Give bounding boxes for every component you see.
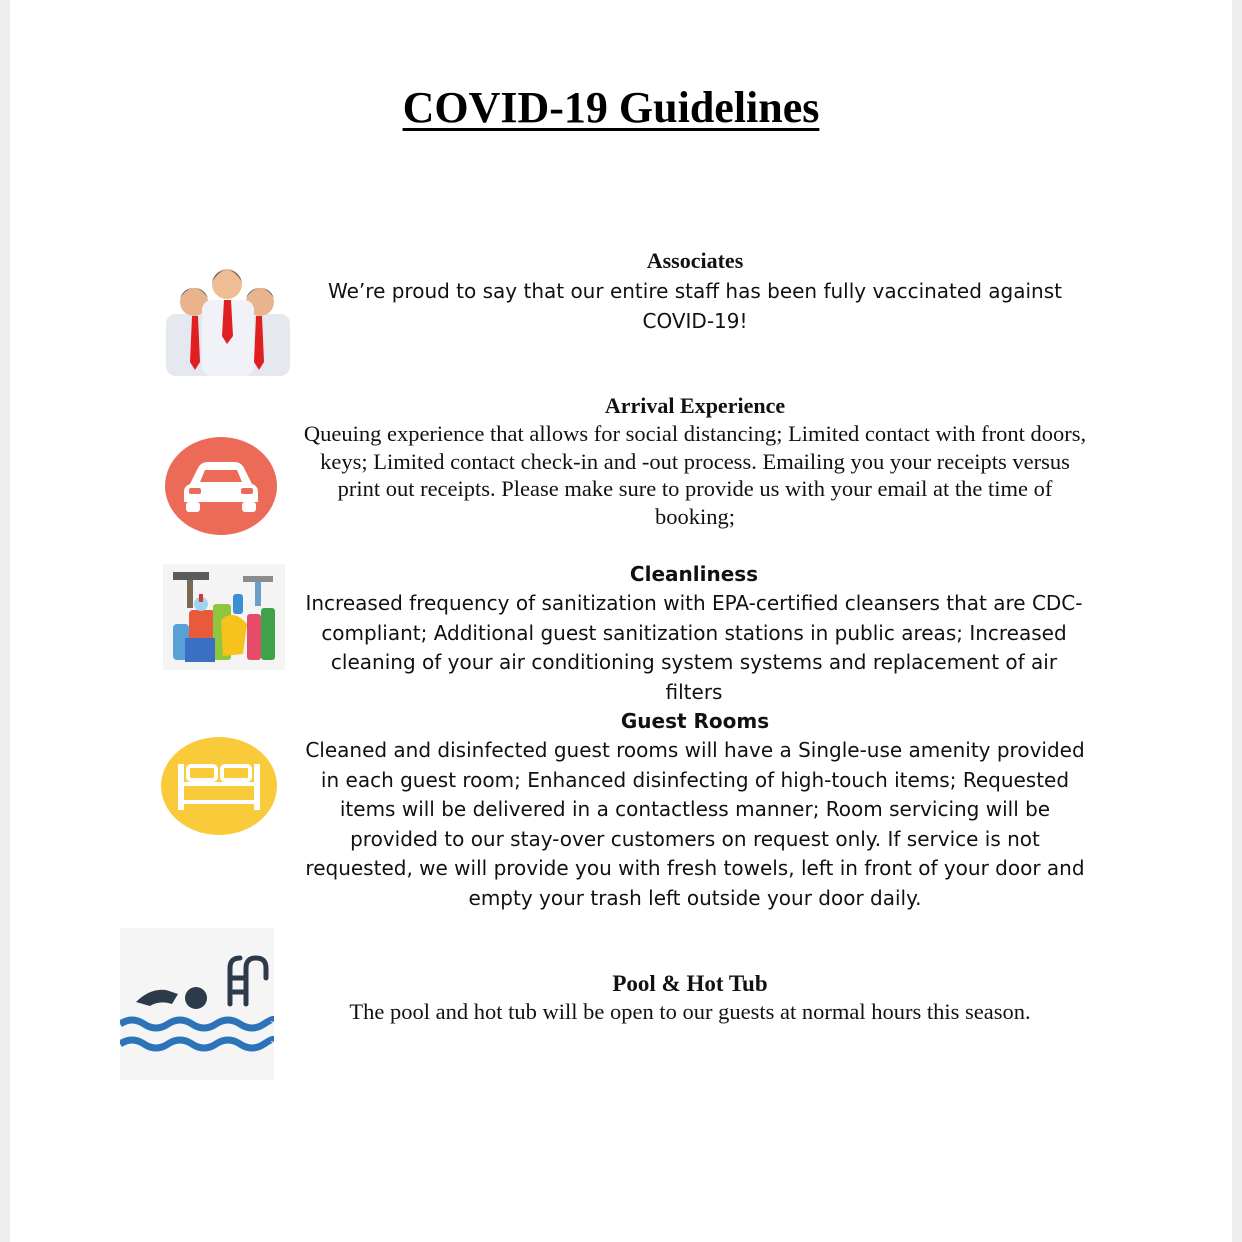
section-cleanliness xyxy=(305,560,1083,707)
section-heading: Pool & Hot Tub xyxy=(612,971,768,996)
section-body: Cleaned and disinfected guest rooms will have a Single-use amenity provided in each guest room; Enhanced disinfecting of high-touch items; Requested items will be delivered in a contactless manner; Room servicing will be provided to our stay-over customers on request only. If service is not requested, we will provide you with fresh towels, left in front of your door and empty your trash left outside your door daily. xyxy=(305,738,1085,910)
car-icon xyxy=(164,436,278,536)
section-heading: Arrival Experience xyxy=(604,393,786,418)
section-body: Queuing experience that allows for social distancing; Limited contact with front doors, keys; Limited contact check-in and -out process. Emailing you your receipts versus print out receipts. Please make sure to provide us with your email at the time of booking; xyxy=(303,421,1087,529)
swimming-pool-icon xyxy=(120,928,274,1080)
page-title: COVID-19 Guidelines xyxy=(402,83,820,132)
section-pool xyxy=(310,970,1070,1026)
section-guest-rooms xyxy=(296,707,1094,913)
bed-icon xyxy=(160,736,278,836)
section-body: The pool and hot tub will be open to our guests at normal hours this season. xyxy=(349,999,1031,1024)
section-heading: Associates xyxy=(646,248,744,273)
section-heading: Guest Rooms xyxy=(620,709,770,733)
section-arrival xyxy=(302,392,1088,530)
section-body: Increased frequency of sanitization with EPA-certified cleansers that are CDC-compliant; Additional guest sanitization stations in public areas; Increased cleaning of your air conditioning system systems and replacement of air filters xyxy=(305,591,1083,704)
section-associates xyxy=(320,247,1070,336)
cleaning-supplies-icon xyxy=(163,564,285,670)
section-heading: Cleanliness xyxy=(629,562,759,586)
staff-group-icon xyxy=(164,264,292,376)
section-body: We’re proud to say that our entire staff has been fully vaccinated against COVID-19! xyxy=(328,279,1062,333)
